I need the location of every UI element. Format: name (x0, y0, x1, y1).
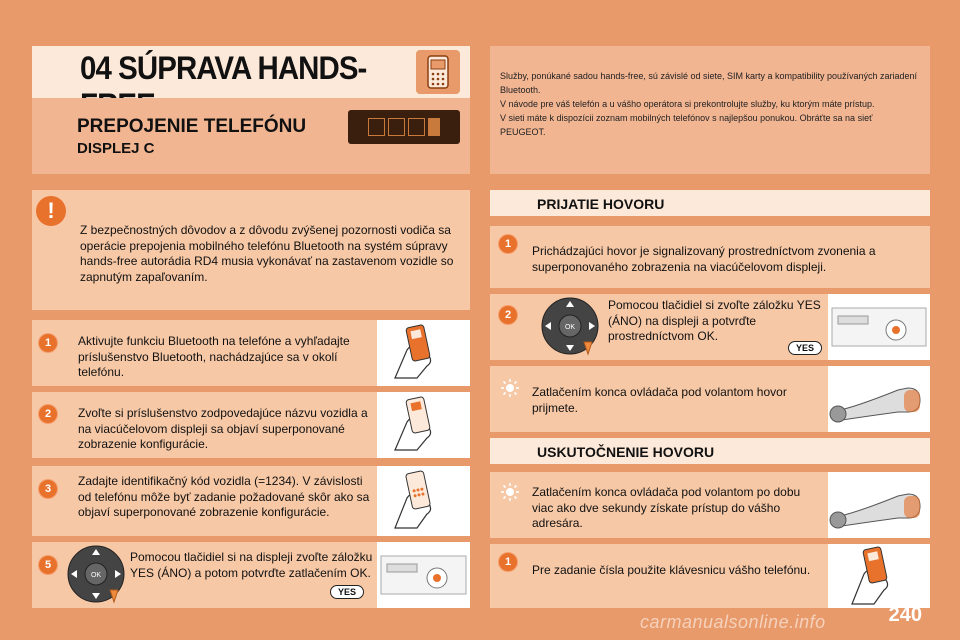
hand-phone-icon (377, 466, 470, 536)
watermark: carmanualsonline.info (640, 612, 826, 632)
radio-panel-icon (377, 542, 470, 608)
intro-line: V sieti máte k dispozícii zoznam mobilných telefónov s najlepšou ponukou. Obráťte sa na sieť PEUGEOT. (500, 112, 873, 137)
subtitle-panel (32, 98, 470, 174)
yes-label: YES (330, 585, 364, 599)
svg-text:OK: OK (90, 572, 102, 579)
warning-icon: ! (36, 196, 66, 226)
steering-stalk-icon (828, 472, 930, 538)
step-text: Zatlačením konca ovládača pod volantom po dobu viac ako dve sekundy získate prístup do vášho adresára. (532, 485, 801, 531)
step-text: Aktivujte funkciu Bluetooth na telefóne a vyhľadajte príslušenstvo Bluetooth, nachádzajúce sa v okolí telefónu. (78, 334, 350, 380)
step-number: 1 (498, 234, 518, 254)
step-number: 1 (38, 333, 58, 353)
page-number: 240 (888, 604, 922, 626)
intro-line: V návode pre váš telefón a u vášho operátora si prekontrolujte služby, ku ktorým máte prístup. (500, 98, 875, 109)
step-number: 3 (38, 479, 58, 499)
ok-joystick-icon (66, 544, 126, 604)
yes-label: YES (788, 341, 822, 355)
steering-stalk-icon (828, 366, 930, 432)
step-text: Pomocou tlačidiel si na displeji zvoľte záložku YES (ÁNO) a potom potvrďte zatlačením OK. (130, 550, 373, 580)
section-heading: PREPOJENIE TELEFÓNU (77, 116, 307, 137)
step-text: Pre zadanie čísla použite klávesnicu vášho telefónu. (532, 563, 811, 577)
svg-text:OK: OK (564, 324, 576, 331)
hand-phone-icon (828, 544, 930, 608)
intro-line: Služby, ponúkané sadou hands-free, sú závislé od siete, SIM karty a kompatibility používaných zariadení Bluetooth. (500, 71, 918, 95)
section-subheading: DISPLEJ C (77, 140, 155, 157)
step-number: 1 (498, 552, 518, 572)
ok-joystick-icon (540, 296, 600, 356)
sun-icon (500, 378, 520, 398)
phone-icon (416, 50, 460, 94)
step-text: Zadajte identifikačný kód vozidla (=1234). V závislosti od telefónu môže byť zadanie požadované skôr ako sa objaví superponované zobrazenie konfigurácie. (78, 474, 370, 520)
step-text: Zvoľte si príslušenstvo zodpovedajúce názvu vozidla a na viacúčelovom displeji sa objaví superponované zobrazenie konfigurácie. (78, 406, 368, 452)
sun-icon (500, 482, 520, 502)
section-title: USKUTOČNENIE HOVORU (537, 444, 715, 460)
step-number: 2 (498, 305, 518, 325)
radio-panel-icon (828, 294, 930, 360)
hand-phone-icon (377, 392, 470, 458)
title-bar (32, 46, 470, 98)
page-title: 04 SÚPRAVA HANDS- (80, 50, 367, 86)
step-text: Prichádzajúci hovor je signalizovaný prostredníctvom zvonenia a superponovaného zobrazenia na viacúčelovom displeji. (532, 244, 876, 274)
step-number: 5 (38, 555, 58, 575)
step-number: 2 (38, 404, 58, 424)
warning-text: Z bezpečnostných dôvodov a z dôvodu zvýšenej pozornosti vodiča sa operácie prepojenia mobilného telefónu Bluetooth na systém súpravy hands-free autorádia RD4 musia vykonávať na zastavenom vozidle so zapnutým zapaľovaním. (80, 223, 454, 284)
step-text: Pomocou tlačidiel si zvoľte záložku YES (ÁNO) na displeji a potvrďte prostredníctvom OK. (608, 298, 821, 344)
intro-panel (490, 46, 930, 174)
hand-phone-icon (377, 320, 470, 386)
step-text: Zatlačením konca ovládača pod volantom hovor prijmete. (532, 385, 787, 415)
section-title: PRIJATIE HOVORU (537, 196, 665, 212)
display-c-icon (348, 110, 460, 144)
